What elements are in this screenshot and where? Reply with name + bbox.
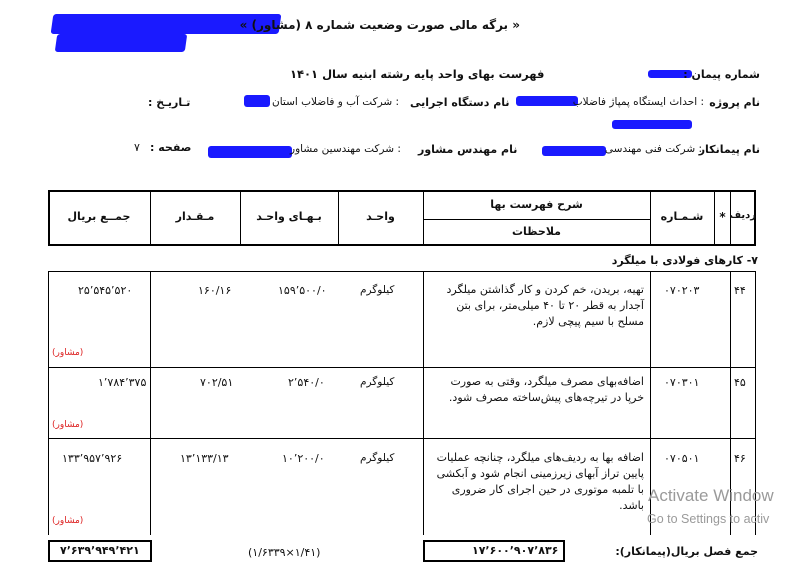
redaction-mark [208, 146, 292, 158]
item-quantity: ۱۳٬۱۳۳/۱۳ [180, 452, 229, 465]
item-unit: کیلوگرم [360, 284, 395, 296]
project-value: : احداث ایستگاه پمپاژ فاضلاب [572, 96, 704, 108]
item-code: ۰۷۰۲۰۳ [664, 284, 700, 297]
item-quantity: ۷۰۲/۵۱ [200, 376, 234, 389]
col-divider [423, 271, 424, 535]
row-number: ۴۵ [734, 376, 746, 389]
header-notes: ملاحظات [512, 225, 561, 238]
page-label: صفحه : [150, 141, 192, 154]
row-number: ۴۶ [734, 452, 746, 465]
section-title: ۷- کارهای فولادی با میلگرد [611, 254, 758, 267]
item-unit-price: ۱۰٬۲۰۰/۰ [282, 452, 325, 465]
header-unit-price: بـهـای واحـد [256, 210, 322, 223]
item-total: ۱٬۷۸۴٬۳۷۵ [98, 376, 147, 389]
item-total: ۱۳۳٬۹۵۷٬۹۲۶ [62, 452, 123, 465]
contractor-total: ۱۷٬۶۰۰٬۹۰۷٬۸۳۶ [472, 544, 559, 557]
project-label: نام پروژه [709, 96, 760, 109]
row-divider [423, 219, 650, 220]
item-description: اضافه‌بهای مصرف میلگرد، وقتی به صورت خرپا در تیرچه‌های پیش‌ساخته مصرف شود. [448, 375, 644, 404]
item-unit: کیلوگرم [360, 452, 395, 464]
redaction-mark [542, 146, 606, 156]
redaction-mark [612, 120, 692, 129]
date-label: تـاریـخ : [148, 96, 191, 109]
item-total: ۲۵٬۵۴۵٬۵۲۰ [78, 284, 133, 297]
item-code: ۰۷۰۳۰۱ [664, 376, 700, 389]
activation-watermark-title: Activate Window [648, 486, 774, 505]
multiplier-factor: (۱/۶۳۳۹×۱/۴۱) [248, 546, 321, 559]
contractor-value: : شرکت فنی مهندسی [604, 143, 702, 155]
redaction-mark [244, 95, 270, 107]
item-code: ۰۷۰۵۰۱ [664, 452, 700, 465]
header-quantity: مـقـدار [175, 210, 215, 223]
chapter-total-label: جمع فصل بریال(پیمانکار): [615, 545, 758, 558]
col-divider [150, 271, 151, 535]
executor-value: : شرکت آب و فاضلاب استان [272, 96, 400, 108]
contract-number-label: شماره پیمان : [683, 68, 760, 81]
row-number: ۴۴ [734, 284, 746, 297]
executor-label: نام دستگاه اجرایی [410, 96, 510, 109]
item-unit: کیلوگرم [360, 376, 395, 388]
item-description: اضافه بها به ردیف‌های میلگرد، چنانچه عملیات پایین تراز آبهای زیرزمینی انجام شود و آبکشی با تلمبه موتوری در حین اجرای کار ضروری باشد. [436, 451, 644, 512]
price-list-title: فهرست بهای واحد پایه رشته ابنیه سال ۱۴۰۱ [290, 67, 545, 81]
header-total: جمــع بریال [67, 210, 131, 223]
document-title: « برگه مالی صورت وضعیت شماره ۸ (مشاور) » [239, 18, 520, 32]
item-unit-price: ۲٬۵۴۰/۰ [288, 376, 325, 389]
body-left-border [48, 271, 49, 535]
item-unit-price: ۱۵۹٬۵۰۰/۰ [278, 284, 327, 297]
activation-watermark-subtitle: Go to Settings to activ [647, 512, 770, 526]
consultant-value: : شرکت مهندسین مشاور [290, 143, 401, 155]
consultant-check-mark: (مشاور) [52, 420, 84, 430]
item-quantity: ۱۶۰/۱۶ [198, 284, 232, 297]
grand-total: ۷٬۶۳۹٬۹۴۹٬۴۲۱ [60, 544, 140, 557]
header-row: ردیف [729, 210, 756, 221]
item-description: تهیه، بریدن، خم کردن و کار گذاشتن میلگرد آجدار به قطر ۲۰ تا ۴۰ میلی‌متر، برای بتن مسلح با سیم پیچی لازم. [446, 283, 644, 328]
consultant-label: نام مهندس مشاور [418, 143, 518, 156]
header-unit: واحـد [366, 210, 395, 223]
consultant-check-mark: (مشاور) [52, 516, 84, 526]
header-description: شرح فهرست بها [490, 198, 583, 211]
header-code: شـمـاره [660, 210, 704, 223]
redaction-mark [55, 34, 188, 52]
contractor-label: نام پیمانکار [698, 143, 760, 156]
header-star: * [719, 210, 726, 224]
consultant-check-mark: (مشاور) [52, 348, 84, 358]
page-number: ۷ [134, 141, 140, 154]
redaction-mark [516, 96, 578, 106]
